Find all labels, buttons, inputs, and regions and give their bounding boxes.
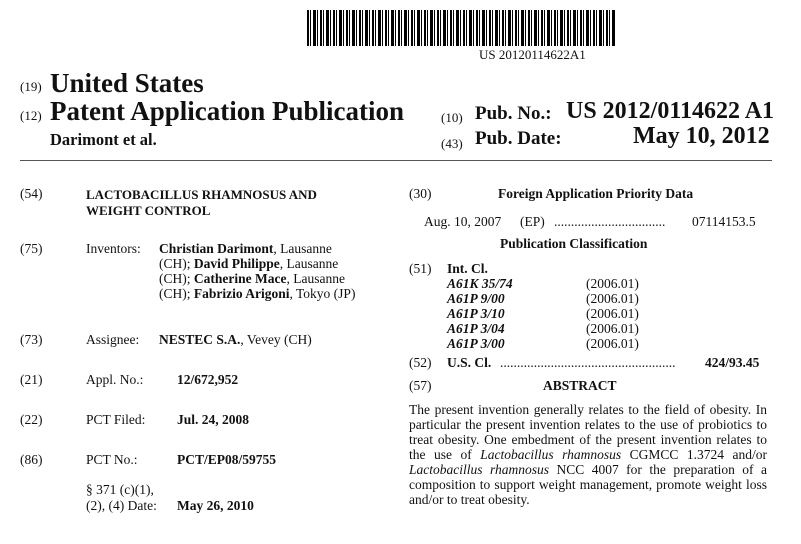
publication-type: Patent Application Publication	[50, 96, 405, 126]
barcode	[307, 10, 615, 46]
pct-no: PCT/EP08/59755	[177, 452, 277, 467]
uscl-value: 424/93.45	[705, 355, 760, 370]
pub-date-code: (43)	[441, 136, 463, 151]
abstract-title: ABSTRACT	[543, 378, 617, 393]
pct-filed-label: PCT Filed:	[86, 412, 146, 427]
pct-filed-date: Jul. 24, 2008	[177, 412, 250, 427]
pub-date-label: Pub. Date:	[475, 128, 562, 149]
inventor-line: (CH); Fabrizio Arigoni, Tokyo (JP)	[159, 286, 356, 301]
type-code: (12)	[20, 108, 42, 123]
pubclass-title: Publication Classification	[500, 236, 648, 251]
appl-no: 12/672,952	[177, 372, 239, 387]
country-code: (19)	[20, 79, 42, 94]
s371-line-1: § 371 (c)(1),	[86, 482, 154, 497]
inventor-line: (CH); David Philippe, Lausanne	[159, 256, 339, 271]
assignee-name: NESTEC S.A.	[159, 332, 241, 347]
inventors-code: (75)	[20, 241, 43, 256]
pub-date: May 10, 2012	[633, 123, 770, 149]
intcl-class: A61P 3/10	[447, 306, 505, 321]
foreign-title: Foreign Application Priority Data	[498, 186, 694, 201]
inventor-line: Christian Darimont, Lausanne	[159, 241, 332, 256]
uscl-code: (52)	[409, 355, 432, 370]
intcl-code: (51)	[409, 261, 432, 276]
intcl-version: (2006.01)	[586, 336, 639, 351]
uscl-label: U.S. Cl.	[447, 355, 492, 370]
inventor-name: David Philippe	[193, 256, 280, 271]
intcl-version: (2006.01)	[586, 291, 639, 306]
intcl-class: A61K 35/74	[447, 276, 513, 291]
title-code: (54)	[20, 186, 43, 201]
intcl-version: (2006.01)	[586, 306, 639, 321]
appl-code: (21)	[20, 372, 43, 387]
intcl-version: (2006.01)	[586, 321, 639, 336]
pct-filed-code: (22)	[20, 412, 43, 427]
foreign-country: (EP)	[520, 214, 545, 229]
intcl-class: A61P 3/04	[447, 321, 505, 336]
foreign-dots: .................................	[554, 214, 666, 229]
pub-no: US 2012/0114622 A1	[566, 98, 775, 124]
uscl-dots: ....................................................	[500, 355, 676, 370]
inventors-label: Inventors:	[86, 241, 141, 256]
inventor-name: Fabrizio Arigoni	[193, 286, 290, 301]
title-line-2: WEIGHT CONTROL	[86, 203, 211, 218]
title-line-1: LACTOBACILLUS RHAMNOSUS AND	[86, 187, 317, 202]
pct-no-label: PCT No.:	[86, 452, 138, 467]
abstract-code: (57)	[409, 378, 432, 393]
inventor-line: (CH); Catherine Mace, Lausanne	[159, 271, 345, 286]
header-divider	[20, 160, 772, 161]
s371-line-2: (2), (4) Date:	[86, 498, 157, 513]
assignee-code: (73)	[20, 332, 43, 347]
inventor-name: Christian Darimont	[159, 241, 274, 256]
pub-no-label: Pub. No.:	[475, 103, 552, 124]
authors: Darimont et al.	[50, 130, 157, 149]
country: United States	[50, 68, 204, 98]
appl-label: Appl. No.:	[86, 372, 144, 387]
assignee-label: Assignee:	[86, 332, 140, 347]
barcode-number: US 20120114622A1	[479, 47, 586, 62]
pct-no-code: (86)	[20, 452, 43, 467]
pub-no-code: (10)	[441, 110, 463, 125]
foreign-no: 07114153.5	[692, 214, 756, 229]
s371-date: May 26, 2010	[177, 498, 254, 513]
foreign-code: (30)	[409, 186, 432, 201]
abstract-text: The present invention generally relates to the field of obesity. In particular the present invention relates to the use of probiotics to treat obesity. One embedment of the present invention relates to the use of Lactobacillus rhamnosus CGMCC 1.3724 and/or Lactobacillus rhamnosus NCC 4007 for the preparation of a composition to support weight management, promote weight loss and/or to treat obesity.	[409, 402, 768, 507]
intcl-label: Int. Cl.	[447, 261, 488, 276]
foreign-date: Aug. 10, 2007	[424, 214, 502, 229]
intcl-class: A61P 9/00	[447, 291, 505, 306]
assignee: NESTEC S.A., Vevey (CH)	[159, 332, 312, 347]
intcl-class: A61P 3/00	[447, 336, 505, 351]
intcl-version: (2006.01)	[586, 276, 639, 291]
inventor-name: Catherine Mace	[193, 271, 287, 286]
